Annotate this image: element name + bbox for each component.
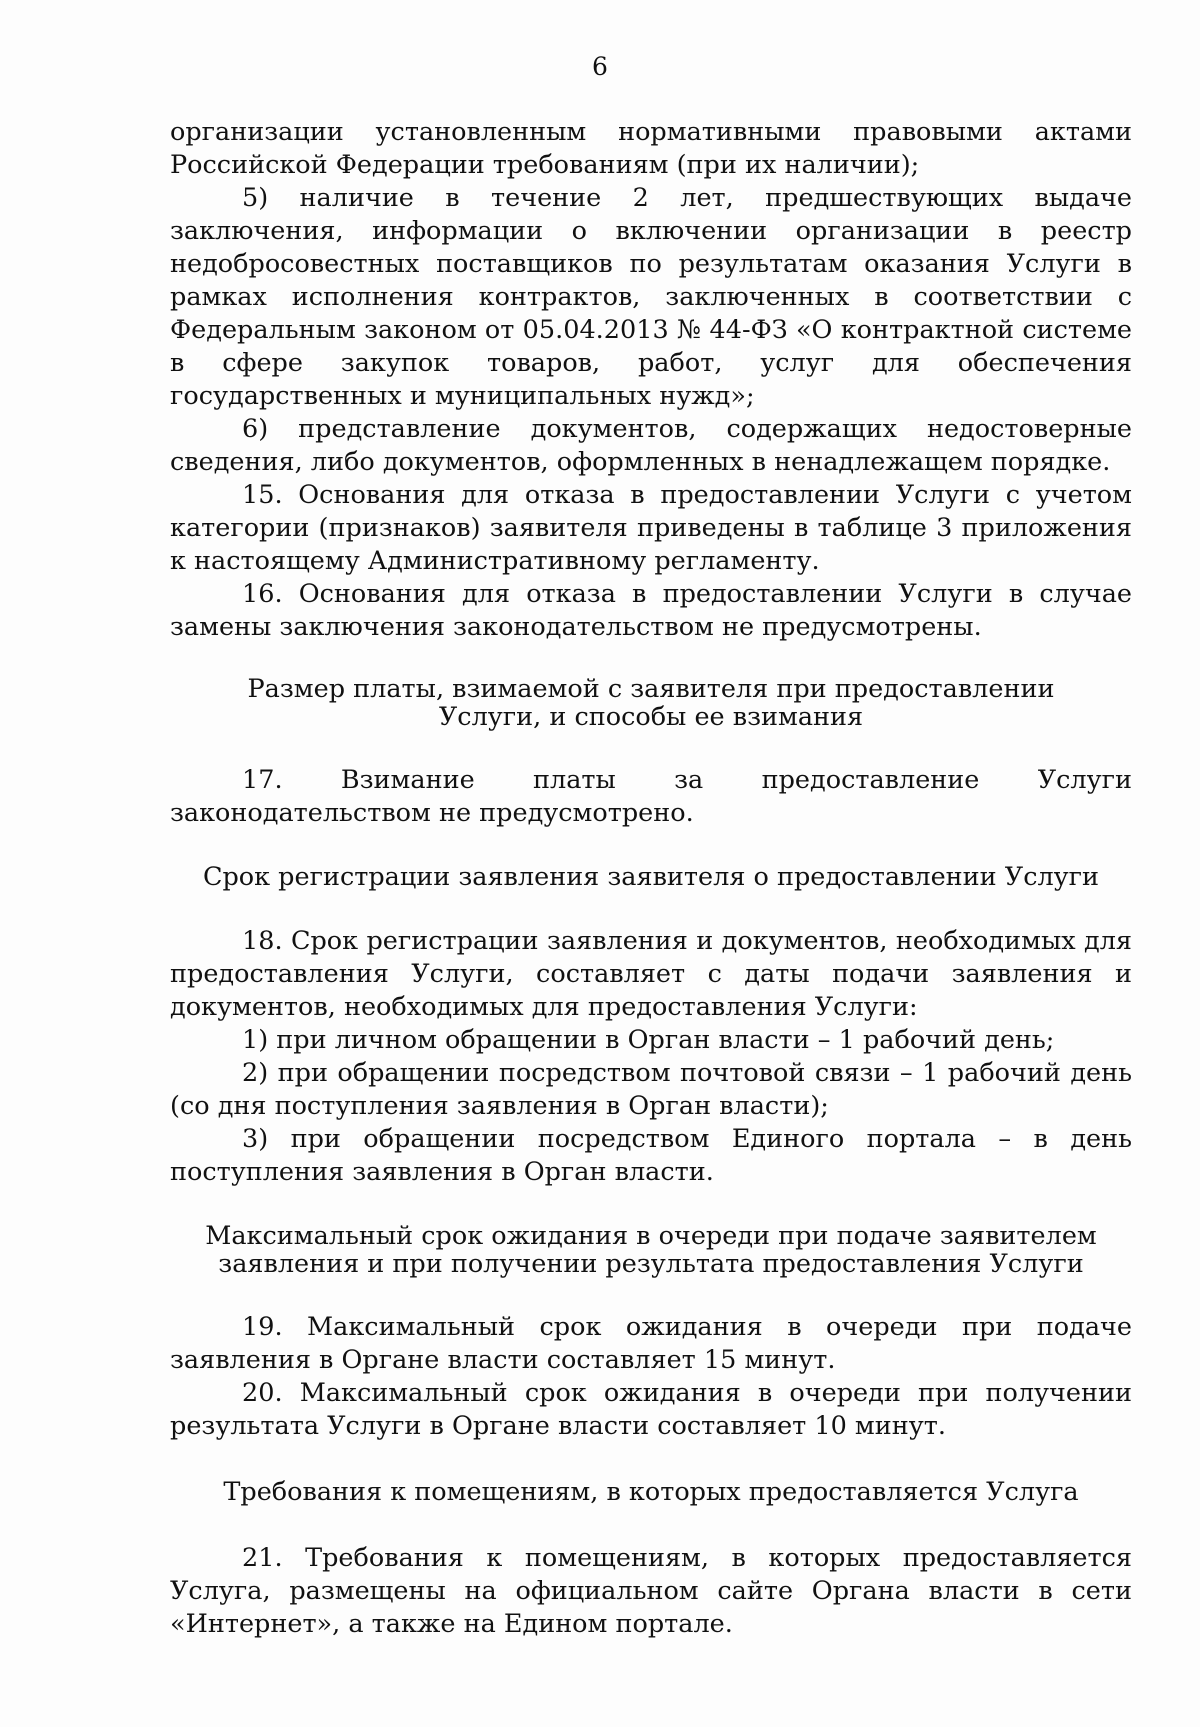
paragraph-21: 21. Требования к помещениям, в которых предоставляется Услуга, размещены на официальном сайте Органа власти в сети «Интернет», а также на Едином портале.: [170, 1543, 1132, 1639]
paragraph-16: 16. Основания для отказа в предоставлении Услуги в случае замены заключения законодательством не предусмотрены.: [170, 579, 1132, 642]
paragraph-20: 20. Максимальный срок ожидания в очереди при получении результата Услуги в Органе власти составляет 10 минут.: [170, 1378, 1132, 1441]
page-number: 6: [592, 52, 608, 81]
document-body: [170, 116, 1132, 1641]
section-heading-fee: Размер платы, взимаемой с заявителя при предоставлении Услуги, и способы ее взимания: [247, 674, 1055, 732]
paragraph-17: 17. Взимание платы за предоставление Услуги законодательством не предусмотрено.: [170, 765, 1132, 828]
paragraph-item-5: 5) наличие в течение 2 лет, предшествующих выдаче заключения, информации о включении организации в реестр недобросовестных поставщиков по результатам оказания Услуги в рамках исполнения контрактов, заключенных в соответствии с Федеральным законом от 05.04.2013 № 44-ФЗ «О контрактной системе в сфере закупок товаров, работ, услуг для обеспечения государственных и муниципальных нужд»;: [170, 183, 1132, 411]
section-heading-registration: Срок регистрации заявления заявителя о предоставлении Услуги: [202, 862, 1100, 892]
paragraph-18: 18. Срок регистрации заявления и документов, необходимых для предоставления Услуги, составляет с даты подачи заявления и документов, необходимых для предоставления Услуги:: [170, 926, 1132, 1022]
paragraph-15: 15. Основания для отказа в предоставлении Услуги с учетом категории (признаков) заявителя приведены в таблице 3 приложения к настоящему Административному регламенту.: [170, 480, 1132, 576]
paragraph-item-6: 6) представление документов, содержащих недостоверные сведения, либо документов, оформленных в ненадлежащем порядке.: [170, 414, 1132, 477]
paragraph-18-item-2: 2) при обращении посредством почтовой связи – 1 рабочий день (со дня поступления заявления в Орган власти);: [170, 1058, 1132, 1121]
paragraph-18-item-1: 1) при личном обращении в Орган власти – 1 рабочий день;: [242, 1025, 1055, 1055]
paragraph-19: 19. Максимальный срок ожидания в очереди при подаче заявления в Органе власти составляет 15 минут.: [170, 1312, 1132, 1375]
paragraph-intro-continuation: организации установленным нормативными правовыми актами Российской Федерации требованиям (при их наличии);: [170, 117, 1132, 180]
section-heading-premises: Требования к помещениям, в которых предоставляется Услуга: [223, 1477, 1079, 1507]
paragraph-18-item-3: 3) при обращении посредством Единого портала – в день поступления заявления в Орган власти.: [170, 1124, 1132, 1187]
section-heading-queue: Максимальный срок ожидания в очереди при подаче заявителем заявления и при получении результата предоставления Услуги: [205, 1221, 1097, 1279]
